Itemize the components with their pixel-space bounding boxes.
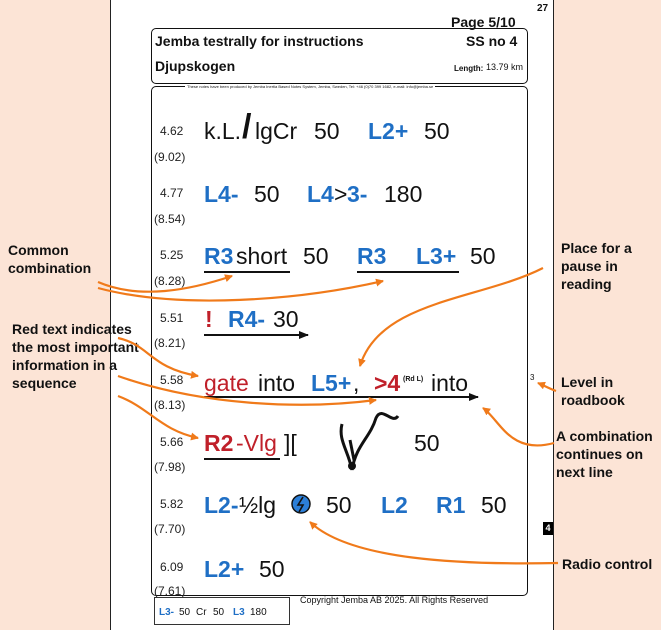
row-distance: 5.51 <box>160 311 184 325</box>
note-text: , <box>353 370 360 396</box>
note-distance: 50 <box>303 243 329 269</box>
note-distance: 50 <box>481 492 507 518</box>
note-text: lgCr <box>255 118 298 144</box>
note-corner: L5+ <box>311 370 352 396</box>
producer-notice: These notes have been produced by Jemba Inertia Based Notes System, Jemba, Sweden, Tel: +46 (0)70 399 1682, e-mail: info@jemba.se <box>187 84 434 89</box>
note-corner: L2+ <box>204 556 245 582</box>
length-label: Length: <box>454 64 484 73</box>
annotation-radio: Radio control <box>562 556 653 572</box>
note-text: ][ <box>284 430 297 456</box>
note-corner: 3- <box>347 181 368 207</box>
note-distance: 50 <box>314 118 340 144</box>
stage-name: Djupskogen <box>155 58 236 74</box>
road-side-note: (Rd L) <box>403 376 424 383</box>
junction-icon <box>341 413 398 470</box>
note-corner: R1 <box>436 492 466 518</box>
annotation-pause: Place for a pause in reading <box>561 240 632 292</box>
copyright: Copyright Jemba AB 2025. All Rights Reserved <box>300 595 489 605</box>
row-remaining: (8.54) <box>154 212 186 226</box>
note-corner: L4- <box>204 181 239 207</box>
annotation-arrows <box>98 268 558 563</box>
annotation-red-text: Red text indicates the most important information in a sequence <box>12 321 139 391</box>
note-corner: L4 <box>307 181 334 207</box>
row-remaining: (7.61) <box>154 584 186 598</box>
note-text: short <box>236 243 288 269</box>
note-important: -Vlg <box>236 430 277 456</box>
note-corner: L2 <box>381 492 408 518</box>
row-remaining: (8.21) <box>154 336 186 350</box>
annotation-common: Common combination <box>8 242 92 276</box>
note-distance: 180 <box>384 181 423 207</box>
page-label: Page 5/10 <box>451 14 516 30</box>
length-value: 13.79 km <box>486 62 524 72</box>
note-distance: 50 <box>259 556 285 582</box>
note-text: into <box>258 370 296 396</box>
row-remaining: (9.02) <box>154 150 186 164</box>
note-distance: 50 <box>326 492 352 518</box>
note-distance: 50 <box>254 181 280 207</box>
note-important: gate <box>204 370 249 396</box>
row-remaining: (8.28) <box>154 274 186 288</box>
preview-distance: 50 <box>179 607 191 618</box>
radio-control-icon <box>292 495 310 513</box>
note-distance: 50 <box>424 118 450 144</box>
preview-distance: 180 <box>250 607 267 618</box>
note-text: ½lg <box>239 492 277 518</box>
note-corner: R3 <box>204 243 234 269</box>
note-corner: R4- <box>228 306 266 332</box>
note-important: >4 <box>374 370 401 396</box>
note-text: k.L. <box>204 118 242 144</box>
row-distance: 5.58 <box>160 373 184 387</box>
row-remaining: (8.13) <box>154 398 186 412</box>
note-text: > <box>334 181 348 207</box>
note-text: into <box>431 370 469 396</box>
preview-corner: L3- <box>159 607 174 618</box>
page-badge: 4 <box>543 522 553 535</box>
annotation-level: Level in roadbook <box>561 374 625 408</box>
note-distance: 50 <box>470 243 496 269</box>
note-corner: L2+ <box>368 118 409 144</box>
row-distance: 5.66 <box>160 435 184 449</box>
row-distance: 5.25 <box>160 248 184 262</box>
row-remaining: (7.98) <box>154 460 186 474</box>
preview-distance: 50 <box>213 607 225 618</box>
stage-number: SS no 4 <box>466 33 518 49</box>
row-distance: 6.09 <box>160 560 184 574</box>
row-remaining: (7.70) <box>154 522 186 536</box>
row-distance: 5.82 <box>160 497 184 511</box>
annotation-continues: A combination continues on next line <box>556 428 653 480</box>
preview-text: Cr <box>196 607 207 618</box>
note-important: R2 <box>204 430 234 456</box>
note-distance: 50 <box>414 430 440 456</box>
note-corner: L3+ <box>416 243 457 269</box>
warning-exclamation: ! <box>205 306 213 332</box>
preview-corner: L3 <box>233 607 245 618</box>
corner-number: 27 <box>537 3 549 14</box>
note-distance: 30 <box>273 306 299 332</box>
row-distance: 4.77 <box>160 186 184 200</box>
row-distance: 4.62 <box>160 124 184 138</box>
note-corner: L2- <box>204 492 239 518</box>
roadbook-level: 3 <box>530 373 535 382</box>
rally-title: Jemba testrally for instructions <box>155 33 364 49</box>
caution-slash: / <box>242 108 252 146</box>
note-corner: R3 <box>357 243 387 269</box>
